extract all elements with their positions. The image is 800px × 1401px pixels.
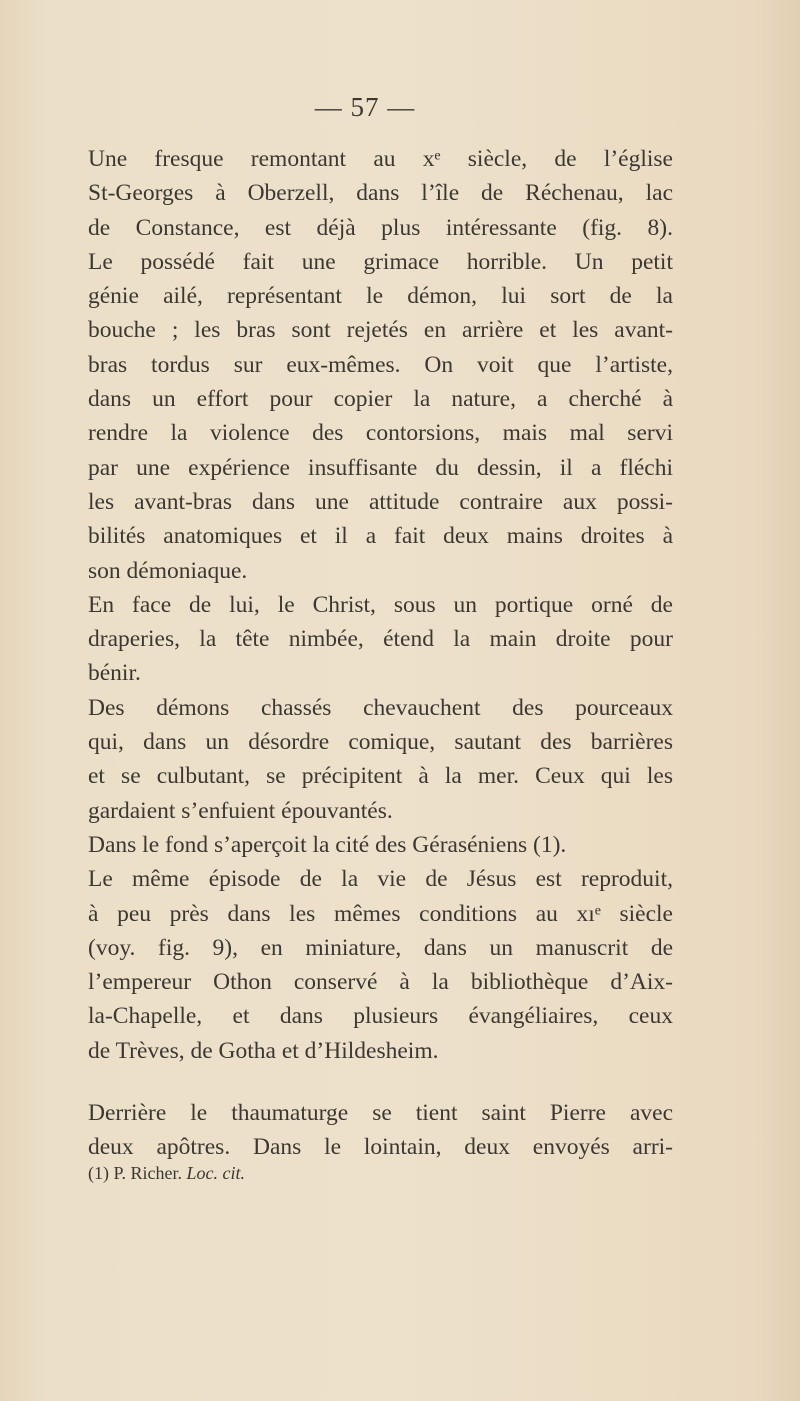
text-line: bénir. <box>88 660 141 687</box>
text-line: à peu près dans les mêmes conditions au xıᵉ siècle <box>88 900 673 927</box>
body-text <box>88 142 673 1165</box>
text-line: par une expérience insuffisante du dessin, il a fléchi <box>88 454 673 481</box>
text-line: Dans le fond s’aperçoit la cité des Géraséniens (1). <box>88 831 567 858</box>
text-line: dans un effort pour copier la nature, a cherché à <box>88 386 673 413</box>
text-line: En face de lui, le Christ, sous un portique orné de <box>88 591 673 618</box>
text-line: qui, dans un désordre comique, sautant des barrières <box>88 729 673 756</box>
text-line: rendre la violence des contorsions, mais mal servi <box>88 420 673 447</box>
paragraph <box>88 691 673 828</box>
text-line: bouche ; les bras sont rejetés en arrière et les avant- <box>88 317 673 344</box>
footnote <box>88 1160 588 1186</box>
text-line: de Trèves, de Gotha et d’Hildesheim. <box>88 1037 439 1064</box>
text-line: Le possédé fait une grimace horrible. Un petit <box>88 248 673 275</box>
paragraph <box>88 862 673 1068</box>
text-line: draperies, la tête nimbée, étend la main droite pour <box>88 626 673 653</box>
text-line: l’empereur Othon conservé à la bibliothèque d’Aix- <box>88 969 673 996</box>
text-line: gardaient s’enfuient épouvantés. <box>88 797 393 824</box>
paragraph-gap <box>88 1068 673 1096</box>
text-line: (voy. fig. 9), en miniature, dans un manuscrit de <box>88 934 673 961</box>
text-line: bilités anatomiques et il a fait deux mains droites à <box>88 523 673 550</box>
text-line: les avant-bras dans une attitude contraire aux possi- <box>88 488 673 515</box>
footnote-author: P. Richer. <box>113 1163 183 1183</box>
text-line: Une fresque remontant au xᵉ siècle, de l’église <box>88 146 673 172</box>
footnote-marker: (1) <box>88 1163 109 1183</box>
text-line: la-Chapelle, et dans plusieurs évangéliaires, ceux <box>88 1003 673 1030</box>
paragraph <box>88 1096 673 1165</box>
text-line: Le même épisode de la vie de Jésus est reproduit, <box>88 866 673 893</box>
text-line: son démoniaque. <box>88 557 248 584</box>
paragraph <box>88 588 673 691</box>
text-line: deux apôtres. Dans le lointain, deux envoyés arri- <box>88 1134 673 1161</box>
page-number: — 57 — <box>314 92 416 122</box>
text-line: Des démons chassés chevauchent des pourceaux <box>88 694 673 721</box>
text-line: génie ailé, représentant le démon, lui sort de la <box>88 283 673 310</box>
text-line: bras tordus sur eux-mêmes. On voit que l’artiste, <box>88 351 673 378</box>
text-line: et se culbutant, se précipitent à la mer. Ceux qui les <box>88 763 673 790</box>
text-line: St-Georges à Oberzell, dans l’île de Réchenau, lac <box>88 180 673 207</box>
text-line: Derrière le thaumaturge se tient saint Pierre avec <box>88 1100 673 1127</box>
text-line: de Constance, est déjà plus intéressante (fig. 8). <box>88 214 673 241</box>
footnote-reference: Loc. cit. <box>186 1163 246 1183</box>
paragraph <box>88 142 673 588</box>
paragraph <box>88 828 673 862</box>
